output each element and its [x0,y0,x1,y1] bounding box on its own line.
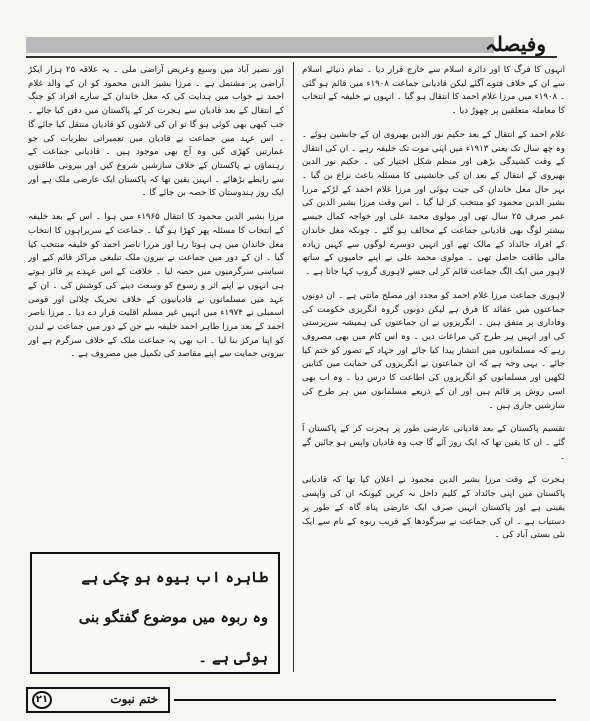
footer-badge [26,687,170,713]
article-paragraph: ہجرت کے وقت مرزا بشیر الدین محمود نے اعلان کیا تھا کہ قادیانی پاکستان میں اپنی جائداد کے کلیم داخل نہ کریں کیونکہ ان کی واپسی یقینی ہے اور پاکستان انہیں صرف ایک عارضی پناہ گاہ کے طور پر دستیاب ہے ۔ ان کی جماعت نے سرگودھا کے قریب ربوہ کے نام سے ایک نئی بستی آباد کی ۔ [302,475,565,541]
header-strip [26,37,494,53]
article-paragraph: مرزا بشیر الدین محمود کا انتقال ۱۹۶۵ء میں ہوا ۔ اس کے بعد خلیفہ کے انتخاب کا مسئلہ پھر کھڑا ہو گیا ۔ جماعت کے سربراہوں کا انتخاب مغل خاندان میں ہی ہوتا رہا اور مرزا ناصر احمد کو خلیفہ منتخب کیا گیا ۔ ان کے دور میں جماعت نے بیرون ملک تبلیغی مراکز قائم کیے اور سیاسی سرگرمیوں میں حصہ لیا ۔ خلافت کے اس عہدے پر فائز ہوتے ہی انہوں نے اپنے اثر و رسوخ کو وسعت دینے کی کوشش کی ۔ ان کے عہد میں مسلمانوں نے قادیانیوں کے خلاف تحریک چلائی اور قومی اسمبلی نے ۱۹۷۴ء میں انہیں غیر مسلم اقلیت قرار دے دیا ۔ مرزا ناصر احمد کے بعد مرزا طاہر احمد خلیفہ بنے جن کے دور میں جماعت نے لندن کو اپنا مرکز بنا لیا ۔ اب بھی یہ جماعت ملک کے خلاف سرگرم ہے اور بیرونی حمایت سے اپنے مقاصد کی تکمیل میں مصروف ہے ۔ [28,212,284,360]
article-paragraph: تقسیم پاکستان کے بعد قادیانی عارضی طور پر ہجرت کر کے پاکستان آ گئے ۔ ان کا یقین تھا کہ ایک روز آئے گا جب وہ قادیان واپس ہو جائیں گے ۔ [302,424,565,462]
page-header-title: وفیصلہ [485,32,546,56]
article-paragraph: غلام احمد کے انتقال کے بعد حکیم نور الدین بھیروی ان کے جانشین ہوئے ۔ وہ چھ سال تک یعنی ۱۹۱۳ء میں اپنی موت تک خلیفہ رہے ۔ ان کی انتقال کے وقت کشیدگی بڑھی اور منظم شکل اختیار کی ۔ حکیم نور الدین بھیروی کے انتقال کے بعد ان کی جانشینی کا مسئلہ باعث نزاع بن گیا ۔ بہر حال مغل خاندان کی جیت ہوئی اور مرزا غلام احمد کے لڑکے مرزا بشیر الدین محمود کو منتخب کر لیا گیا ۔ اس وقت مرزا بشیر الدین کی عمر صرف ۲۵ سال تھی اور مولوی محمد علی اور خواجہ کمال جیسے بیشتر لوگ بھی قادیانی جماعت کے مخالف ہو گئے ۔ چونکہ مغل خاندان کے افراد جائداد کے مالک تھے اور انہیں دوسرے لوگوں سے کہیں زیادہ مالی طاقت حاصل تھی ۔ مولوی محمد علی نے اپنے حامیوں کے ساتھ لاہور میں ایک الگ جماعت قائم کر لی جسے لاہوری گروپ کہا جاتا ہے ۔ [302,129,565,278]
magazine-title: ختم نبوت [110,692,158,706]
pull-quote-box [30,552,280,674]
article-column-left [28,64,284,549]
pull-quote-line: طاہرہ اب بیوہ ہو چکی ہے [81,569,268,586]
pull-quote-text [38,558,268,678]
article-paragraph: اور نصیر آباد میں وسیع وعریض آراضی ملی ۔ یہ علاقہ ۲۵ ہزار ایکڑ آراضی پر مشتمل ہے ۔ مرزا بشیر الدین محمود کو ان کے والد غلام احمد نے خواب میں ہدایت کی کہ مغل خاندان کے سارے افراد کو جنگ کے انتقال کے بعد قادیان سے ہجرت کر کے پاکستان میں دفن کیا جائے ۔ جب کبھی بھی کوئی ہو گا تو ان کی لاشوں کو قادیان منتقل کیا جائے گا ۔ اس عہد میں جماعت نے قادیان میں تعمیراتی نظریات کی جو عمارتیں کھڑی کیں وہ آج بھی موجود ہیں ۔ قادیانی جماعت کے رہنماؤں نے پاکستان کے خلاف سازشیں شروع کیں اور بیرونی طاقتوں سے رابطے بڑھائے ۔ انہیں یقین تھا کہ پاکستان ایک عارضی ملک ہے اور ایک روز ہندوستان کا حصہ بن جائے گا ۔ [28,65,284,199]
article-column-right [302,64,565,689]
page-number: ۲۱ [32,691,52,709]
article-paragraph: لاہوری جماعت مرزا غلام احمد کو مجدد اور مصلح مانتی ہے ۔ ان دونوں جماعتوں میں عقائد کا فرق ہے لیکن دونوں گروہ انگریزی حکومت کی وفاداری پر متفق ہیں ۔ انگریزوں نے ان جماعتوں کی ہمیشہ سرپرستی کی اور انہیں ہر طرح کی مراعات دیں ۔ وہ اس کام میں بھی مصروف رہے کہ مسلمانوں میں انتشار پیدا کیا جائے اور جہاد کے تصور کو ختم کیا جائے ۔ یہی وجہ ہے کہ ان جماعتوں نے انگریزوں کی حمایت میں کتابیں لکھیں اور مسلمانوں کو انگریزوں کی اطاعت کا درس دیا ۔ وہ اب بھی اسی روش پر قائم ہیں اور ان کے ذریعے مسلمانوں میں ہر طرح کی سازشیں جاری ہیں ۔ [302,290,565,411]
article-paragraph: انہوں کا فرگ کا اور دائرہ اسلام سے خارج قرار دیا ۔ تمام دنیائے اسلام سے ان کے خلاف فتوے آگئے لیکن قادیانی جماعت ۱۹۰۸ء میں قائم ہو گئی ۔ ۱۹۰۸ء میں مرزا غلام احمد کا انتقال ہو گیا ۔ انہوں نے خلیفہ کے انتخاب کا معاملہ متعلقین پر چھوڑ دیا ۔ [302,65,565,117]
footer-rule [174,699,556,701]
pull-quote-line: وہ ربوہ میں موضوع گفتگو بنی [78,609,268,626]
pull-quote-line: ہوئی ہے ۔ [198,649,268,666]
header-rule [26,56,557,58]
column-divider [293,62,294,672]
